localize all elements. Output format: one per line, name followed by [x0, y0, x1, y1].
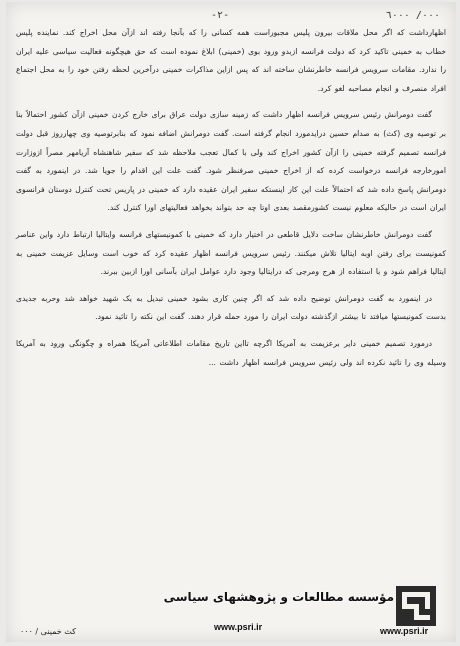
paragraph-1: اظهارداشت که اگر محل ملاقات بیرون پلیس مجبوراست همه کسانی را که بآنجا رفته اند ازآن محل اخراج کند. نماینده پلیس خطاب به خمینی تاکید کرد که دولت فرانسه ازبدو ورود بوی (خمینی) ابلاغ نموده است که حق هیچگونه فعالیت سیاسی علیه ایران را ندارد. مقامات سرویس فرانسه خاطرنشان ساخته اند که پس ازاین مذاکرات خمینی درآخرین لحظه رفتن خود را به محل اجتماع افراد منصرف و انجام مصاحبه لغو کرد.	[16, 28, 446, 93]
paragraph-4: در اینمورد به گفت دومرانش توضیح داده شد که اگر چنین کاری بشود خمینی تبدیل به یک شهید خواهد شد وحربه جدیدی بدست کمونیستها میافتد تا بیشتر ازگذشته دولت ایران را مورد حمله قرار دهند. گفت این نکته را تائید نمود.	[16, 293, 446, 322]
watermark-url-right: www.psri.ir	[380, 626, 429, 636]
reference-number: ٠٠٠/ ٦٠٠٠	[385, 10, 440, 21]
document-body	[16, 24, 446, 380]
document-page	[6, 2, 456, 642]
page-number: -٢-	[211, 10, 230, 21]
watermark-org-name: مؤسسه مطالعات و پژوهشهای سیاسی	[163, 590, 394, 604]
page-header	[6, 8, 456, 24]
signature-line: کث خمینی / ٠٠٠	[20, 627, 76, 636]
paragraph-2: گفت دومرانش رئیس سرویس فرانسه اظهار داشت که زمینه سازی دولت عراق برای خارج کردن خمینی ازآن کشور احتمالاً بنا بر توصیه وی (کث) به صدام حسین درایدمورد انجام گرفته است. گفت دومرانش اضافه نمود که بنابرتوصیه وی چهارروز قبل دولت فرانسه تصمیم گرفته خمینی را ازآن کشور اخراج کند ولی با کمال تعجب ملاحظه شد که سفیر شاهنشاه آریامهر مصراً ازوزارت امورخارجه فرانسه درخواست کرده که از اخراج خمینی صرفنظر شود. گفت علت این اقدام را جویا شد. در اینمورد به گفت دومرانش پاسخ داده شد که احتمالاً علت این کار اینستکه سفیر ایران عقیده دارد که خمینی در پاریس تحت کنترل دوستان فرانسوی ایران است در حالیکه معلوم نیست کشورمقصد بعدی اوتا چه حد بتواند بخواهد فعالیتهای اورا کنترل کند.	[16, 110, 446, 213]
paragraph-3: گفت دومرانش خاطرنشان ساخت دلایل قاطعی در اختیار دارد که خمینی با کمونیستهای فرانسه وایتالیا ارتباط دارد واین عناصر کمونیست برای رفتن اوبه ایتالیا تلاش میکنند. رئیس سرویس فرانسه اظهار عقیده کرد که خوب است وسایل عزیمت خمینی به ایتالیا فراهم شود و با استفاده از هرج ومرجی که درایتالیا وجود دارد عوامل ایران بآسانی اورا ازبین ببرند.	[16, 229, 446, 277]
paragraph-5: درمورد تصمیم خمینی دایر برعزیمت به آمریکا اگرچه تااین تاریخ مقامات اطلاعاتی آمریکا همراه و چگونگی ورود به آمریکا وسیله وی را تائید نکرده اند ولی رئیس سرویس فرانسه اظهار داشت ...	[16, 338, 446, 367]
watermark-url-left: www.psri.ir	[214, 622, 263, 632]
psri-logo-icon	[396, 586, 436, 626]
